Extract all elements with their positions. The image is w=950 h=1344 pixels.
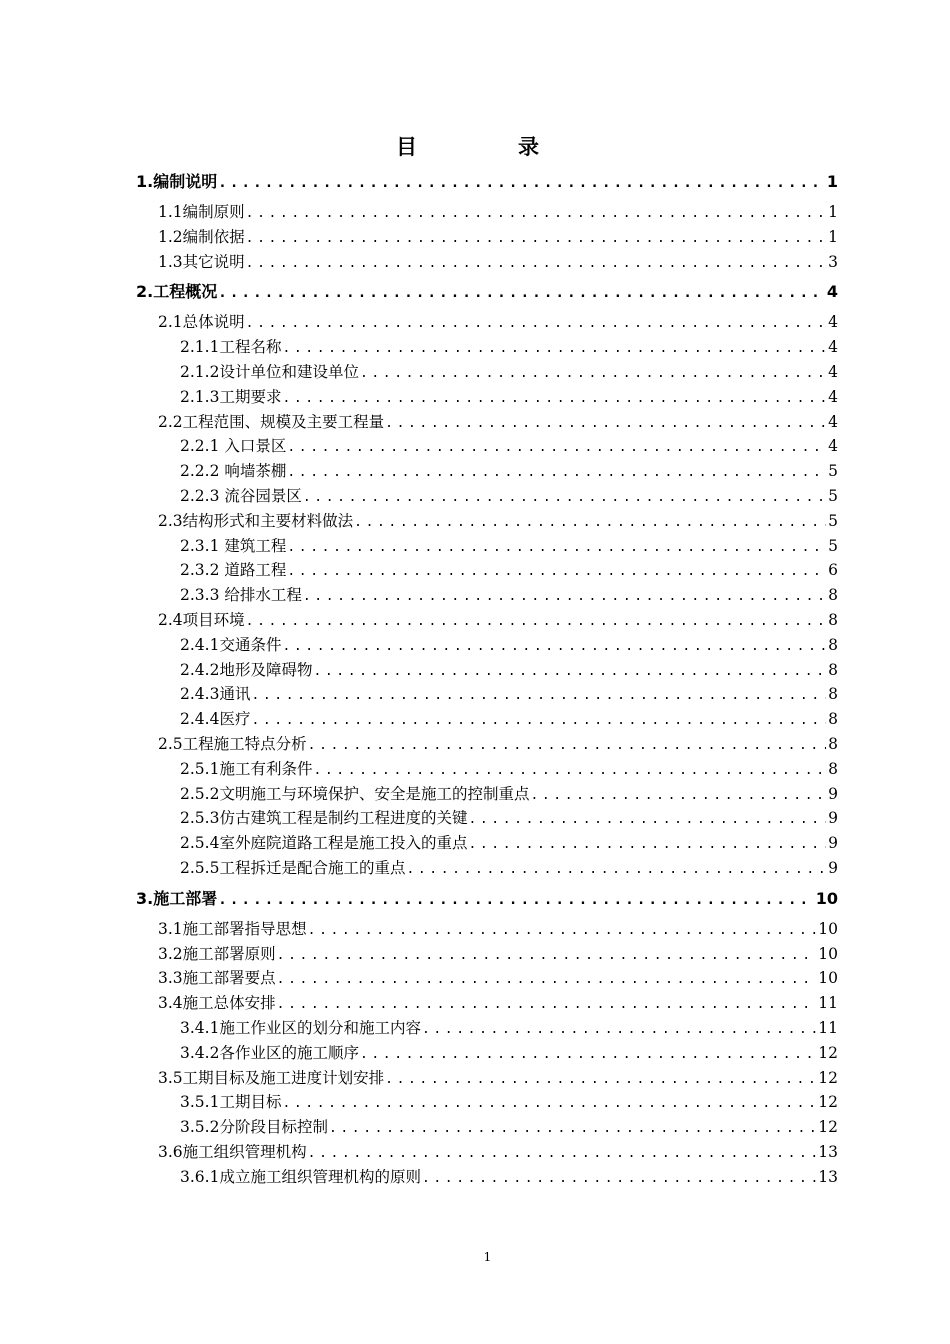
toc-leader-dots <box>246 227 826 252</box>
page-title: 目 录 <box>396 135 579 159</box>
toc-entry[interactable] <box>136 558 838 583</box>
toc-entry-label: 2.5.2文明施工与环境保护、安全是施工的控制重点 <box>180 784 530 803</box>
toc-entry-page: 5 <box>828 536 838 555</box>
toc-entry[interactable] <box>136 991 838 1016</box>
toc-leader-dots <box>246 312 826 337</box>
toc-entry-label: 2.4.3通讯 <box>180 685 251 704</box>
toc-entry-page: 6 <box>828 561 838 580</box>
toc-entry-page: 10 <box>818 969 838 988</box>
toc-leader-dots <box>218 279 825 307</box>
toc-entry[interactable] <box>136 385 838 410</box>
toc-entry-label: 2.3.2 道路工程 <box>180 561 287 580</box>
toc-leader-dots <box>308 1142 817 1167</box>
toc-entry[interactable] <box>136 250 838 275</box>
toc-leader-dots <box>287 536 826 561</box>
toc-entry-page: 4 <box>828 387 838 406</box>
toc-entry[interactable] <box>136 360 838 385</box>
toc-leader-dots <box>246 610 826 635</box>
toc-entry[interactable] <box>136 942 838 967</box>
toc-entry-page: 8 <box>828 685 838 704</box>
toc-entry[interactable] <box>136 633 838 658</box>
toc-entry-label: 1.编制说明 <box>136 172 218 191</box>
toc-entry-page: 1 <box>828 227 838 246</box>
toc-entry[interactable] <box>136 806 838 831</box>
toc-entry-page: 13 <box>818 1142 838 1161</box>
toc-entry-label: 3.4.1施工作业区的划分和施工内容 <box>180 1018 421 1037</box>
toc-entry-label: 2.4.4医疗 <box>180 710 251 729</box>
toc-leader-dots <box>468 833 826 858</box>
toc-entry-page: 5 <box>828 486 838 505</box>
toc-entry-label: 2.4.2地形及障碍物 <box>180 660 313 679</box>
toc-entry-page: 8 <box>828 710 838 729</box>
toc-entry-page: 8 <box>828 660 838 679</box>
toc-entry-page: 12 <box>818 1043 838 1062</box>
toc-entry[interactable] <box>136 682 838 707</box>
toc-entry-label: 2.2工程范围、规模及主要工程量 <box>158 412 385 431</box>
toc-entry[interactable] <box>136 885 838 913</box>
toc-entry[interactable] <box>136 225 838 250</box>
toc-leader-dots <box>277 968 817 993</box>
toc-entry-page: 8 <box>828 610 838 629</box>
toc-entry[interactable] <box>136 831 838 856</box>
toc-entry-label: 3.施工部署 <box>136 888 218 908</box>
toc-entry-label: 2.3结构形式和主要材料做法 <box>158 511 354 530</box>
toc-entry-label: 3.4施工总体安排 <box>158 994 276 1013</box>
toc-entry[interactable] <box>136 200 838 225</box>
toc-leader-dots <box>287 436 826 461</box>
toc-entry-label: 2.5.3仿古建筑工程是制约工程进度的关键 <box>180 809 468 828</box>
toc-entry-page: 9 <box>828 809 838 828</box>
toc-leader-dots <box>218 886 814 914</box>
toc-leader-dots <box>530 784 826 809</box>
toc-entry-page: 11 <box>818 1018 838 1037</box>
toc-entry-label: 2.1总体说明 <box>158 313 245 332</box>
toc-entry[interactable] <box>136 335 838 360</box>
toc-leader-dots <box>218 169 825 197</box>
toc-leader-dots <box>406 858 826 883</box>
toc-entry-label: 3.3施工部署要点 <box>158 969 276 988</box>
toc-leader-dots <box>246 202 826 227</box>
toc-entry[interactable] <box>136 658 838 683</box>
toc-entry-page: 3 <box>828 252 838 271</box>
toc-leader-dots <box>282 1092 816 1117</box>
toc-entry[interactable] <box>136 583 838 608</box>
toc-entry-page: 4 <box>828 362 838 381</box>
toc-entry-page: 11 <box>818 994 838 1013</box>
toc-entry-page: 10 <box>818 944 838 963</box>
toc-entry-page: 8 <box>828 635 838 654</box>
toc-entry-label: 2.1.1工程名称 <box>180 338 282 357</box>
toc-entry-label: 2.1.3工期要求 <box>180 387 282 406</box>
toc-entry[interactable] <box>136 707 838 732</box>
toc-entry[interactable] <box>136 434 838 459</box>
toc-entry-page: 5 <box>828 511 838 530</box>
toc-entry[interactable] <box>136 484 838 509</box>
toc-entry-label: 2.4项目环境 <box>158 610 245 629</box>
toc-entry[interactable] <box>136 1140 838 1165</box>
toc-entry[interactable] <box>136 856 838 881</box>
toc-entry-page: 1 <box>826 172 838 191</box>
toc-entry[interactable] <box>136 966 838 991</box>
toc-leader-dots <box>313 660 826 685</box>
toc-entry-label: 2.2.3 流谷园景区 <box>180 486 302 505</box>
toc-entry-page: 10 <box>815 888 838 908</box>
toc-entry-label: 1.3其它说明 <box>158 252 245 271</box>
toc-entry-page: 8 <box>828 586 838 605</box>
toc-entry-label: 1.2编制依据 <box>158 227 245 246</box>
toc-entry-label: 3.1施工部署指导思想 <box>158 919 307 938</box>
toc-leader-dots <box>303 486 826 511</box>
toc-entry-label: 2.工程概况 <box>136 282 218 302</box>
toc-entry[interactable] <box>136 757 838 782</box>
toc-entry-label: 2.3.3 给排水工程 <box>180 586 302 605</box>
toc-entry-page: 4 <box>828 338 838 357</box>
toc-leader-dots <box>277 944 817 969</box>
toc-entry-label: 2.5.4室外庭院道路工程是施工投入的重点 <box>180 834 468 853</box>
page-number: 1 <box>483 1250 492 1264</box>
toc-entry[interactable] <box>136 410 838 435</box>
toc-leader-dots <box>282 635 826 660</box>
toc-entry[interactable] <box>136 608 838 633</box>
toc-entry-label: 3.6.1成立施工组织管理机构的原则 <box>180 1167 421 1186</box>
toc-entry[interactable] <box>136 917 838 942</box>
toc-entry-page: 4 <box>828 437 838 456</box>
toc-leader-dots <box>287 560 826 585</box>
toc-entry-label: 2.2.1 入口景区 <box>180 437 287 456</box>
toc-leader-dots <box>360 1043 816 1068</box>
toc-entry-label: 1.1编制原则 <box>158 203 245 221</box>
toc-entry[interactable] <box>136 534 838 559</box>
toc-entry-page: 9 <box>828 784 838 803</box>
toc-entry[interactable] <box>136 1165 838 1190</box>
toc-entry-label: 3.4.2各作业区的施工顺序 <box>180 1043 359 1062</box>
toc-entry-label: 2.4.1交通条件 <box>180 635 282 654</box>
toc-entry-label: 2.5.1施工有利条件 <box>180 759 313 778</box>
toc-entry-label: 2.1.2设计单位和建设单位 <box>180 362 359 381</box>
toc-entry-page: 8 <box>828 759 838 778</box>
toc-entry[interactable] <box>136 782 838 807</box>
toc-leader-dots <box>385 412 826 437</box>
toc-leader-dots <box>308 919 817 944</box>
toc-entry-page: 9 <box>828 858 838 877</box>
toc-entry[interactable] <box>136 1115 838 1140</box>
toc-entry-page: 5 <box>828 462 838 481</box>
toc-leader-dots <box>354 511 826 536</box>
toc-leader-dots <box>308 734 826 759</box>
toc-entry-label: 3.5工期目标及施工进度计划安排 <box>158 1068 385 1087</box>
toc-leader-dots <box>277 993 817 1018</box>
toc-leader-dots <box>282 337 826 362</box>
toc-leader-dots <box>360 362 826 387</box>
toc-entry-page: 4 <box>828 412 838 431</box>
toc-leader-dots <box>282 387 826 412</box>
toc-entry[interactable] <box>136 1016 838 1041</box>
toc-entry[interactable] <box>136 1090 838 1115</box>
toc-leader-dots <box>287 461 826 486</box>
toc-entry-label: 3.5.1工期目标 <box>180 1093 282 1112</box>
toc-entry-page: 1 <box>828 203 838 221</box>
toc-entry-label: 2.2.2 响墙茶棚 <box>180 462 287 481</box>
toc-entry-label: 2.5工程施工特点分析 <box>158 734 307 753</box>
toc-entry-page: 12 <box>818 1068 838 1087</box>
toc-entry-label: 3.5.2分阶段目标控制 <box>180 1118 328 1137</box>
toc-entry[interactable] <box>136 509 838 534</box>
toc-entry-page: 12 <box>818 1093 838 1112</box>
toc-entry-label: 3.6施工组织管理机构 <box>158 1142 307 1161</box>
toc-entry-page: 9 <box>828 834 838 853</box>
toc-entry[interactable] <box>136 168 838 196</box>
toc-leader-dots <box>329 1117 816 1142</box>
toc-leader-dots <box>422 1018 816 1043</box>
toc-entry-label: 3.2施工部署原则 <box>158 944 276 963</box>
toc-entry-page: 8 <box>828 734 838 753</box>
toc-leader-dots <box>468 808 826 833</box>
toc-leader-dots <box>313 759 826 784</box>
toc-entry-page: 13 <box>818 1167 838 1186</box>
toc-entry-label: 2.5.5工程拆迁是配合施工的重点 <box>180 858 406 877</box>
toc-leader-dots <box>251 684 826 709</box>
toc-entry[interactable] <box>136 278 838 306</box>
toc-leader-dots <box>385 1068 816 1093</box>
toc-entry[interactable] <box>136 459 838 484</box>
table-of-contents <box>136 168 838 1189</box>
toc-leader-dots <box>246 252 826 277</box>
toc-leader-dots <box>303 585 826 610</box>
toc-entry[interactable] <box>136 1041 838 1066</box>
toc-leader-dots <box>422 1167 816 1192</box>
toc-entry-page: 4 <box>828 313 838 332</box>
toc-leader-dots <box>251 709 826 734</box>
toc-entry-page: 12 <box>818 1118 838 1137</box>
toc-entry-page: 4 <box>826 282 838 302</box>
toc-entry-page: 10 <box>818 919 838 938</box>
toc-entry-label: 2.3.1 建筑工程 <box>180 536 287 555</box>
toc-entry[interactable] <box>136 732 838 757</box>
toc-entry[interactable] <box>136 1066 838 1091</box>
toc-entry[interactable] <box>136 310 838 335</box>
